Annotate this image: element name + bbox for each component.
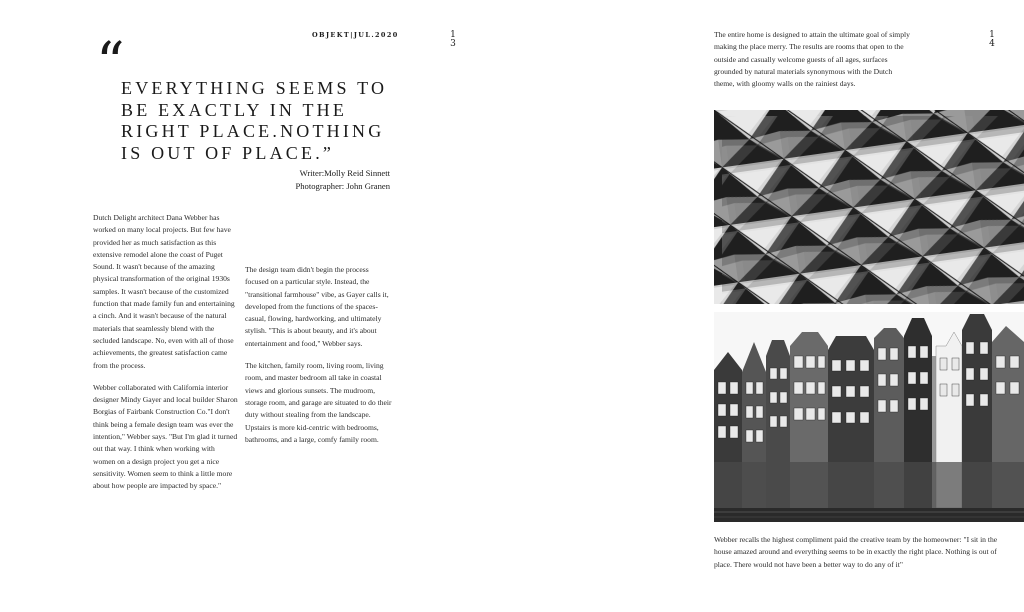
page-number-left: [448, 31, 458, 49]
canal-houses-photo: [714, 312, 1024, 522]
page-number-right: [987, 31, 997, 49]
credits: [295, 167, 390, 193]
page-number-left-digit-2: 3: [450, 39, 456, 49]
body-paragraph: Dutch Delight architect Dana Webber has worked on many local projects. But few have provided her as much satisfaction as this extensive remodel alone the coast of Puget Sound. It wasn't because of the amazing physical transformation of the original 1930s samples. It wasn't because of the customized function that made family fun and entertaining a cinch. And it wasn't because of the natural materials that seamlessly blend with the secluded landscape. No, even with all of those achievements, the greatest satisfaction came from the process.: [93, 213, 235, 370]
body-column-1: [93, 212, 239, 493]
right-intro-text: The entire home is designed to attain the ultimate goal of simply making the place merry. The results are rooms that open to the outside and casually welcome guests of all ages, surfaces grounded by natural materials synonymous with the Dutch theme, with gloomy walls on the rainiest days.: [714, 30, 910, 89]
right-caption-text: Webber recalls the highest compliment paid the creative team by the homeowner: "I sit in the house amazed around and everything seems to be in exactly the right place. Nothing is out of place. There would not have been a better way to do any of it": [714, 535, 998, 569]
writer-credit: Writer:Molly Reid Sinnett: [299, 168, 390, 178]
photographer-credit: Photographer: John Granen: [295, 181, 390, 191]
page-number-left-digit-1: 1: [450, 30, 456, 40]
geometric-facade-photo: [714, 110, 1024, 304]
body-paragraph: The design team didn't begin the process focused on a particular style. Instead, the "transitional farmhouse" vibe, as Gayer calls it, developed from the functions of the spaces-casual, flowing, hardworking, and ultimately stylish. "This is about beauty, and it's about entertainment and food," Webber says.: [245, 265, 389, 348]
body-paragraph: Webber collaborated with California interior designer Mindy Gayer and local builder Sharon Borgias of Fairbank Construction Co."I don't think being a female design team was ever the intention," Webber says. "But I'm glad it turned out that way. I think when working with women on a design project you get a nice sensitivity. Women seem to think a little more about how people are impacted by space.": [93, 382, 238, 491]
pull-quote: EVERYTHING SEEMS TO BE EXACTLY IN THE RIGHT PLACE.NOTHING IS OUT OF PLACE.”: [121, 78, 388, 163]
body-column-2: [245, 264, 392, 446]
page-number-right-digit-2: 4: [989, 39, 995, 49]
publication-header: OBJEKT|JUL.2020: [312, 31, 399, 39]
body-paragraph: The kitchen, family room, living room, living room, and master bedroom all take in coastal views and glorious sunsets. The mudroom, storage room, and garage are situated to do their duty without stealing from the landscape. Upstairs is more kid-centric with bedrooms, bathrooms, and a large, comfy family room.: [245, 361, 392, 444]
quote-mark-icon: “: [96, 31, 125, 96]
page-number-right-digit-1: 1: [989, 30, 995, 40]
